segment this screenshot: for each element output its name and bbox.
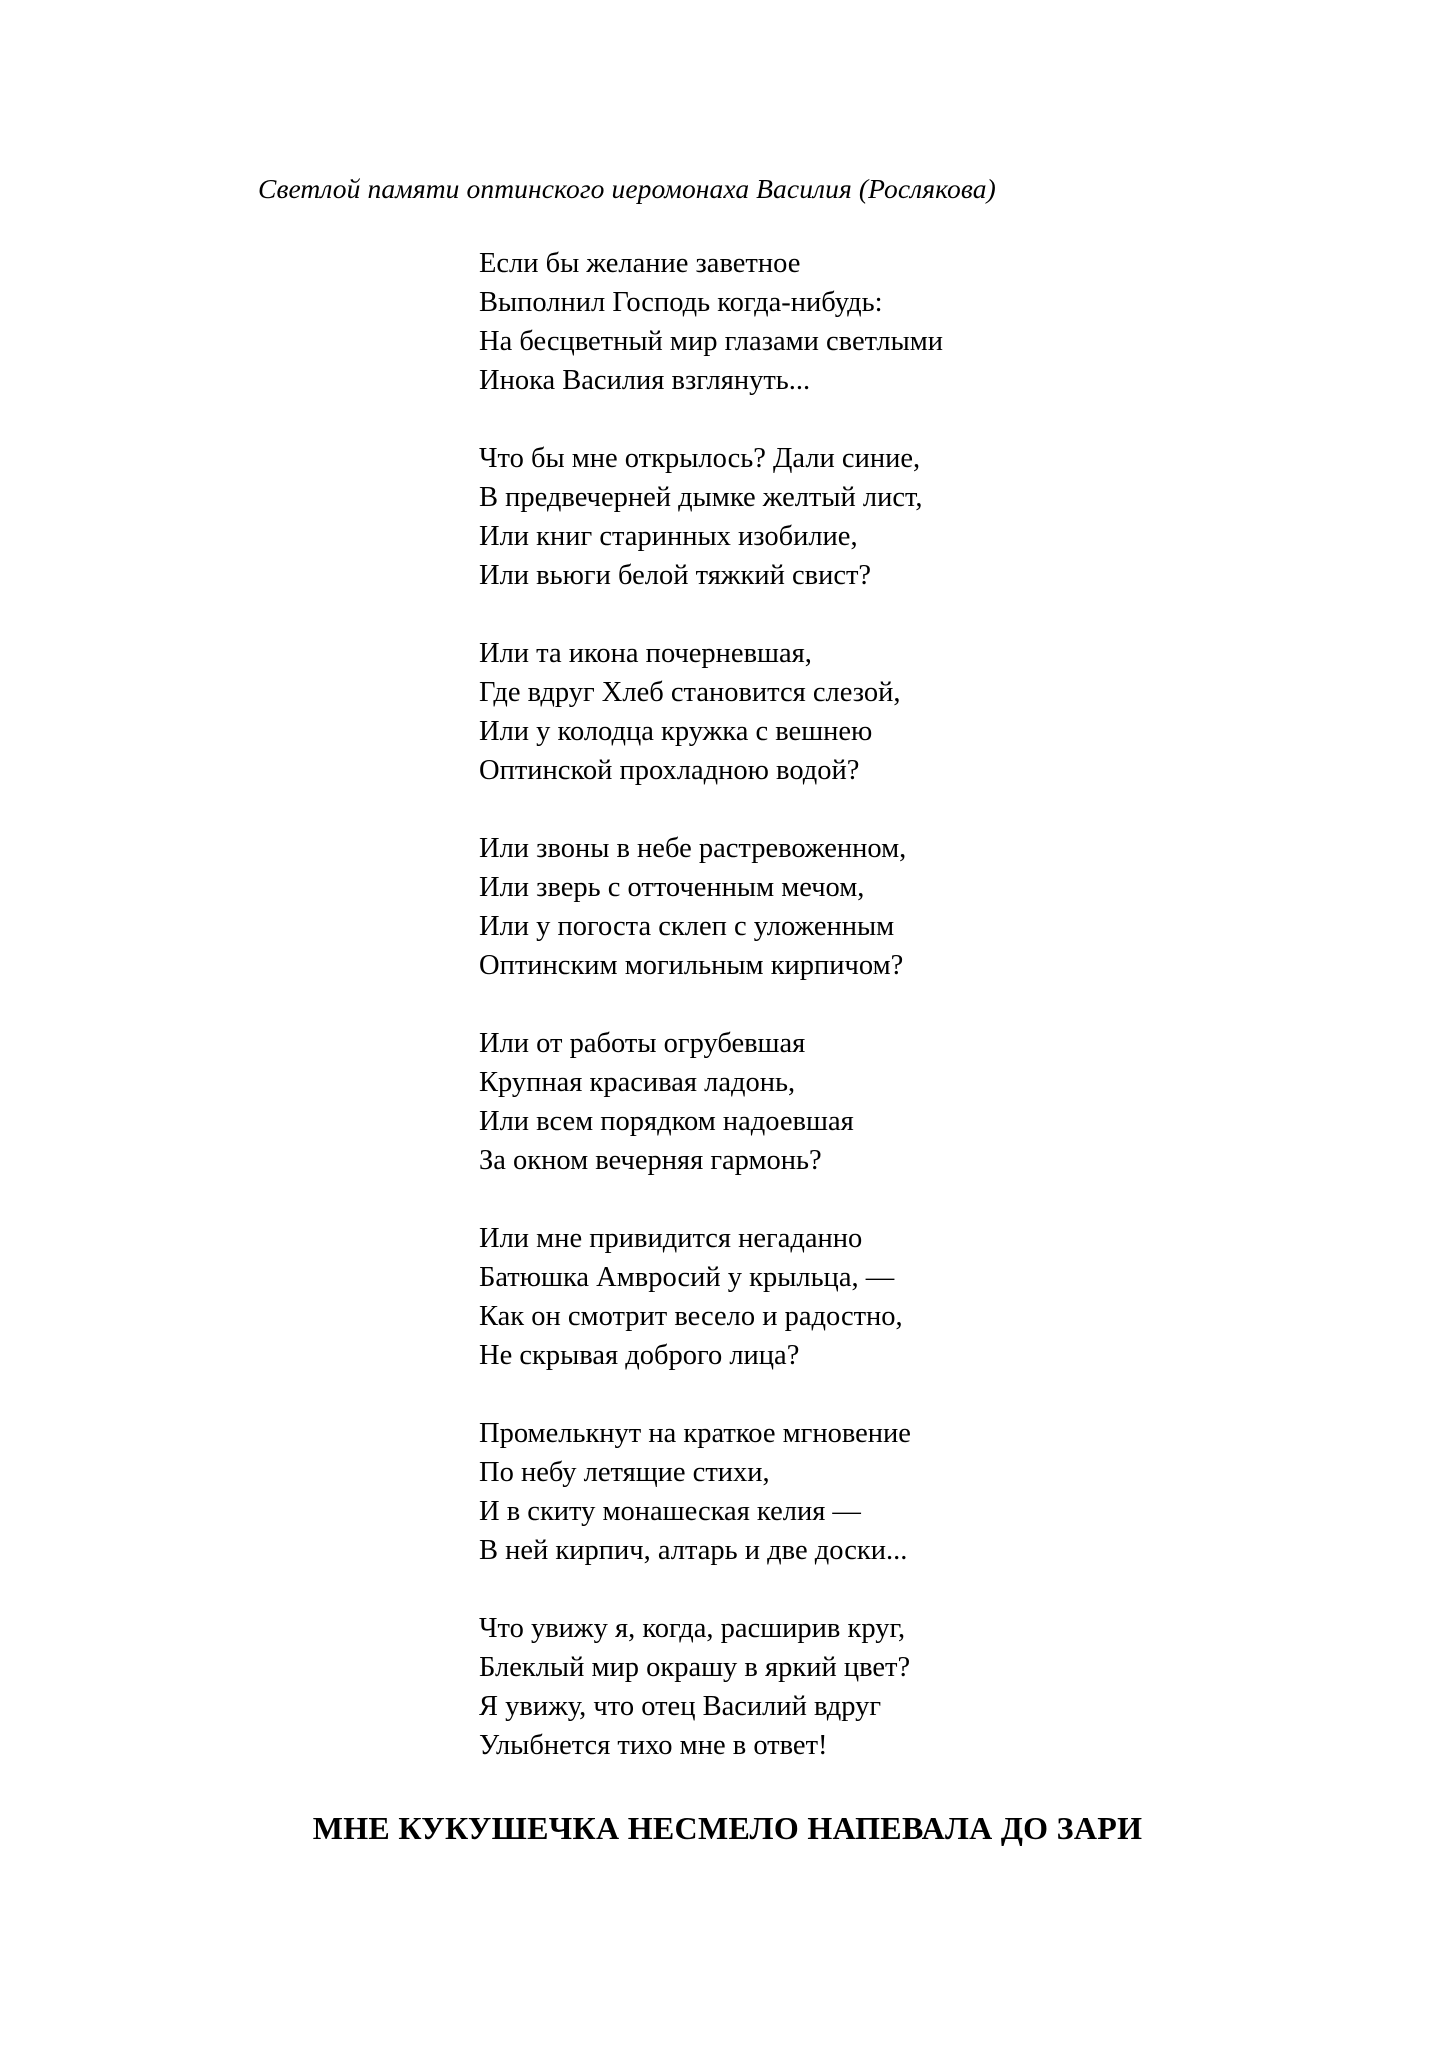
stanza bbox=[479, 439, 1239, 595]
verse-line: И в скиту монашеская келия — bbox=[479, 1496, 861, 1527]
verse-line: За окном вечерняя гармонь? bbox=[479, 1145, 822, 1176]
epigraph-dedication: Светлой памяти оптинского иеромонаха Василия (Рослякова) bbox=[258, 173, 996, 204]
verse-line: Или книг старинных изобилие, bbox=[479, 521, 858, 552]
verse-line: Блеклый мир окрашу в яркий цвет? bbox=[479, 1652, 911, 1683]
stanza bbox=[479, 1609, 1239, 1765]
poem-body bbox=[479, 244, 1239, 1765]
verse-line: Что бы мне открылось? Дали синие, bbox=[479, 443, 921, 474]
verse-line: Что увижу я, когда, расширив круг, bbox=[479, 1613, 906, 1644]
verse-line: Батюшка Амвросий у крыльца, — bbox=[479, 1262, 895, 1293]
verse-line: Или всем порядком надоевшая bbox=[479, 1106, 854, 1137]
verse-line: Промелькнут на краткое мгновение bbox=[479, 1418, 911, 1449]
stanza bbox=[479, 634, 1239, 790]
verse-line: Или звоны в небе растревоженном, bbox=[479, 833, 907, 864]
verse-line: Оптинским могильным кирпичом? bbox=[479, 950, 904, 981]
verse-line: Где вдруг Хлеб становится слезой, bbox=[479, 677, 901, 708]
verse-line: Или у погоста склеп с уложенным bbox=[479, 911, 895, 942]
verse-line: По небу летящие стихи, bbox=[479, 1457, 770, 1488]
verse-line: Я увижу, что отец Василий вдруг bbox=[479, 1691, 882, 1722]
verse-line: Оптинской прохладною водой? bbox=[479, 755, 860, 786]
verse-line: Или вьюги белой тяжкий свист? bbox=[479, 560, 872, 591]
verse-line: В ней кирпич, алтарь и две доски... bbox=[479, 1535, 908, 1566]
verse-line: Или от работы огрубевшая bbox=[479, 1028, 806, 1059]
verse-line: Или та икона почерневшая, bbox=[479, 638, 812, 669]
verse-line: Улыбнется тихо мне в ответ! bbox=[479, 1730, 828, 1761]
stanza bbox=[479, 1414, 1239, 1570]
stanza bbox=[479, 244, 1239, 400]
stanza bbox=[479, 829, 1239, 985]
verse-line: Или у колодца кружка с вешнею bbox=[479, 716, 873, 747]
verse-line: На бесцветный мир глазами светлыми bbox=[479, 326, 944, 357]
verse-line: Крупная красивая ладонь, bbox=[479, 1067, 796, 1098]
next-poem-title: МНЕ КУКУШЕЧКА НЕСМЕЛО НАПЕВАЛА ДО ЗАРИ bbox=[312, 1810, 1143, 1846]
verse-line: Инока Василия взглянуть... bbox=[479, 365, 811, 396]
verse-line: Или мне привидится негаданно bbox=[479, 1223, 863, 1254]
stanza bbox=[479, 1219, 1239, 1375]
verse-line: Выполнил Господь когда-нибудь: bbox=[479, 287, 883, 318]
verse-line: Как он смотрит весело и радостно, bbox=[479, 1301, 903, 1332]
stanza bbox=[479, 1024, 1239, 1180]
verse-line: Или зверь с отточенным мечом, bbox=[479, 872, 865, 903]
verse-line: Не скрывая доброго лица? bbox=[479, 1340, 800, 1371]
verse-line: Если бы желание заветное bbox=[479, 248, 801, 279]
verse-line: В предвечерней дымке желтый лист, bbox=[479, 482, 923, 513]
